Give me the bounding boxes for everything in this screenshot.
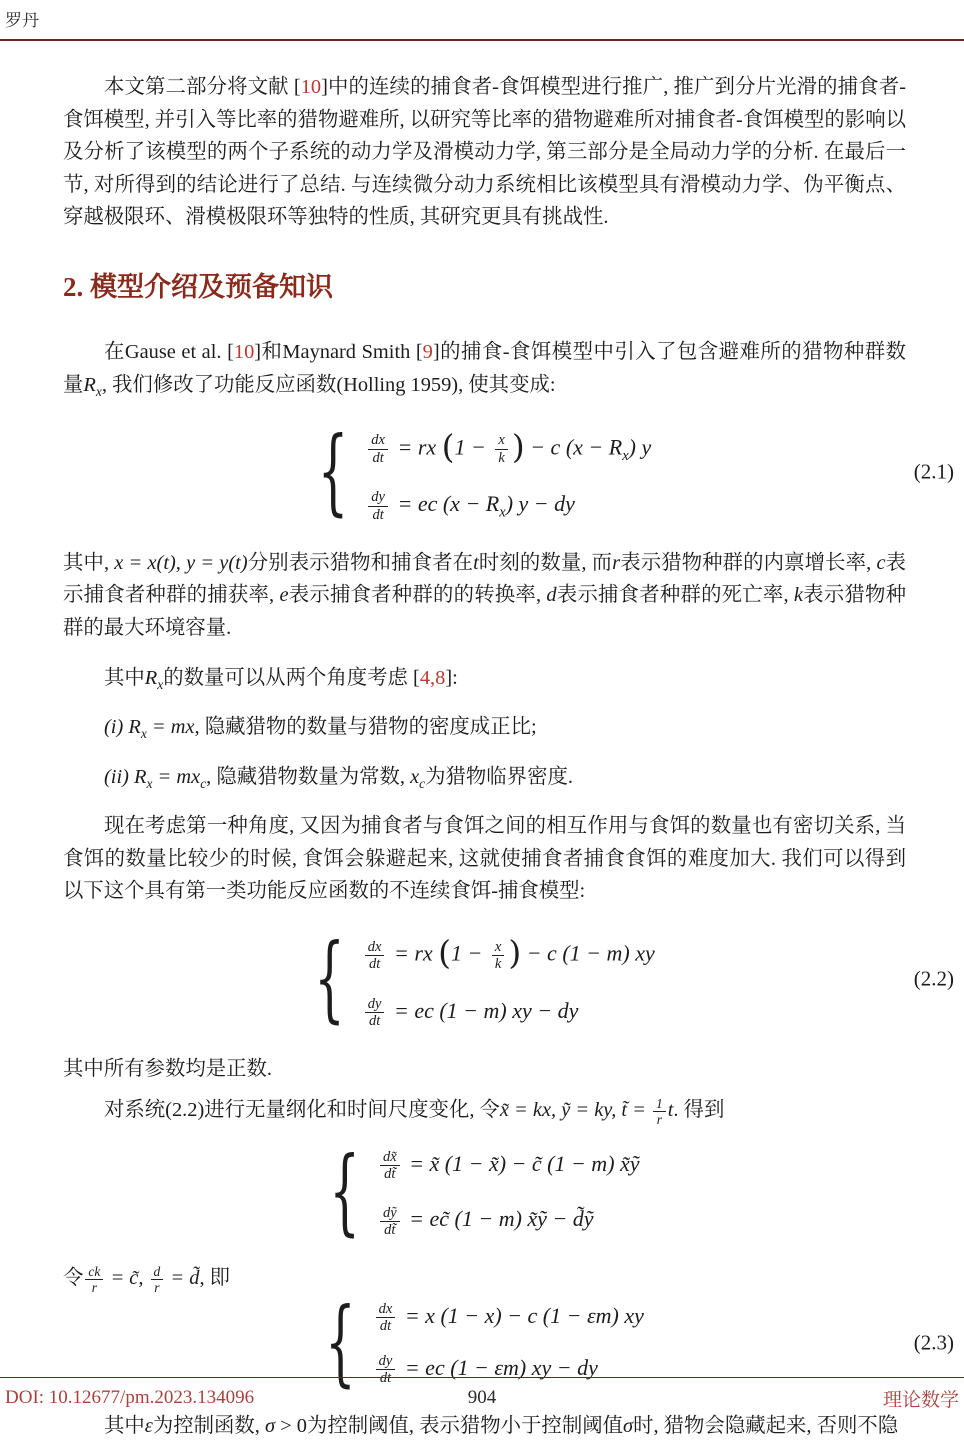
text-run: 的数量可以从两个角度考虑 [	[163, 666, 420, 689]
math-text: (i) R	[104, 716, 141, 739]
math-text: r	[612, 551, 621, 574]
footer	[0, 1384, 964, 1412]
equation-number: (2.2)	[913, 966, 954, 991]
text-run: 对系统(2.2)进行无量纲化和时间尺度变化, 令	[104, 1098, 500, 1121]
fraction: $\frac{x}{k}$	[492, 939, 504, 972]
math-text: = ec (1 − m) xy − dy	[388, 997, 579, 1023]
math-text: (ii) R	[104, 765, 147, 788]
fraction: $\frac{dx}{dt}$	[368, 432, 388, 465]
math-text: d	[546, 584, 557, 607]
subscript: x	[157, 676, 164, 692]
text-run: , 我们修改了功能反应函数(Holling 1959), 使其变成:	[101, 373, 556, 396]
equation-body	[329, 1137, 640, 1248]
doi-link[interactable]: DOI: 10.12677/pm.2023.134096	[5, 1387, 255, 1408]
subscript: x	[622, 447, 629, 464]
fraction: $\frac{dx}{dt}$	[365, 939, 385, 972]
paragraph-first-angle	[63, 810, 906, 908]
paragraph-rx-angles	[63, 662, 906, 695]
text-run: 其中,	[63, 551, 115, 574]
subscript: c	[419, 775, 426, 791]
equation-line	[361, 994, 655, 1030]
math-text: = x (1 − x) − c (1 − εm) xy	[399, 1303, 644, 1329]
list-item-ii	[63, 761, 906, 794]
left-brace: {	[325, 1288, 356, 1398]
paragraph-parameters	[63, 547, 906, 645]
subscript: c	[200, 775, 207, 791]
text-run: . 得到	[673, 1098, 725, 1121]
text-run: (	[441, 426, 455, 466]
equation-2-1	[63, 417, 954, 527]
citation-link[interactable]: 10	[300, 76, 322, 98]
math-text: e	[279, 584, 289, 607]
math-text: = rx	[388, 940, 439, 966]
text-run: )	[511, 426, 525, 466]
page-number: 904	[467, 1387, 497, 1408]
equation-number: (2.3)	[913, 1330, 954, 1355]
fraction: $\frac{1}{r}$	[653, 1096, 666, 1127]
text-run: 时刻的数量, 而	[478, 551, 613, 574]
text-run: 现在考虑第一种角度, 又因为捕食者与食饵之间的相互作用与食饵的数量也有密切关系, 当食饵的数量比较少的时候, 食饵会躲避起来, 这就使捕食者捕食食饵的难度加大. 我们可以得到以下这个具有第一类功能反应函数的不连续食饵-捕食模型:	[63, 815, 906, 903]
footer-divider	[0, 1377, 964, 1378]
math-text: t	[667, 1098, 674, 1121]
equation-number: (2.1)	[913, 459, 954, 484]
math-text: = rx	[391, 434, 442, 460]
text-run: ]和Maynard Smith [	[254, 341, 423, 364]
equation-lines	[364, 422, 651, 523]
citation-link[interactable]: 9	[422, 341, 433, 364]
math-text: = d̃	[165, 1267, 200, 1290]
list-item-i	[63, 711, 906, 744]
main-text-column	[0, 41, 964, 1443]
math-text: ) y − dy	[505, 491, 575, 517]
paragraph-intro	[63, 71, 906, 234]
fraction: $\frac{dx̃}{dt̃}$	[380, 1149, 400, 1182]
math-text: = ec (x − R	[391, 491, 500, 517]
math-text: = mx	[146, 716, 195, 739]
text-run: 表示捕食者种群的捕获率,	[63, 551, 906, 607]
math-text: t	[473, 551, 479, 574]
citation-link[interactable]: 4,8	[419, 666, 446, 689]
text-run: , 隐藏猎物数量为常数,	[206, 765, 411, 788]
paragraph-nondimensionalize	[63, 1094, 906, 1127]
text-run: 为猎物临界密度.	[425, 765, 573, 788]
fraction: $\frac{dx}{dt}$	[376, 1301, 396, 1334]
text-run: ]中的连续的捕食者-食饵模型进行推广, 推广到分片光滑的捕食者-食饵模型, 并引入等比率的猎物避难所, 以研究等比率的猎物避难所对捕食者-食饵模型的影响以及分析了该模型的两个子系统的动力学及滑模动力学, 第三部分是全局动力学的分析. 在最后一节, 对所得到的结论进行了总结. 与连续微分动力系统相比该模型具有滑模动力学、伪平衡点、穿越极限环、滑模极限环等独特的性质, 其研究更具有挑战性.	[63, 76, 906, 229]
fraction: $\frac{dy}{dt}$	[365, 996, 385, 1029]
equation-lines	[361, 928, 655, 1029]
math-text: x̃ = kx, ỹ = ky, t̃ =	[499, 1098, 652, 1121]
equation-lines	[372, 1299, 644, 1386]
text-run: 其中所有参数均是正数.	[63, 1058, 273, 1081]
equation-lines	[376, 1147, 640, 1238]
equation-nondimensional	[63, 1137, 906, 1248]
equation-line	[364, 487, 651, 523]
fraction: $\frac{x}{k}$	[495, 432, 507, 465]
left-brace: {	[314, 924, 345, 1034]
text-run: > 0为控制阈值, 表示猎物小于控制阈值	[275, 1415, 623, 1438]
running-header-author: 罗丹	[5, 11, 39, 30]
fraction: $\frac{\text{dỹ}}{dt̃}$	[380, 1205, 400, 1238]
math-text: R	[83, 373, 96, 396]
text-run: 表示猎物种群的最大环境容量.	[63, 584, 906, 639]
equation-line	[361, 928, 655, 978]
math-text: 1 −	[451, 940, 488, 966]
citation-link[interactable]: 10	[233, 341, 255, 364]
subscript: x	[499, 504, 506, 521]
paragraph-control-function	[63, 1410, 906, 1443]
fraction: $\frac{ck}{r}$	[85, 1264, 103, 1295]
left-brace: {	[329, 1137, 360, 1248]
journal-name: 理论数学	[882, 1389, 959, 1411]
text-run: 为控制函数,	[152, 1415, 265, 1438]
subscript: x	[140, 726, 147, 742]
math-text: x	[410, 765, 420, 788]
text-run: ]:	[445, 666, 458, 689]
text-run: 时, 猎物会隐藏起来, 否则不隐	[633, 1415, 899, 1438]
math-text: = mx	[152, 765, 201, 788]
subscript: x	[95, 384, 102, 400]
equation-line	[372, 1299, 644, 1335]
text-run: 其中	[104, 1415, 145, 1438]
math-text: c	[876, 551, 886, 574]
math-text: − c (x − R	[524, 434, 623, 460]
text-run: 表示捕食者种群的的转换率,	[288, 584, 547, 607]
section-heading: 2. 模型介绍及预备知识	[63, 271, 333, 302]
math-text: = x̃ (1 − x̃) − c̃ (1 − m) x̃ỹ	[403, 1150, 640, 1176]
math-text: = c̃,	[105, 1267, 149, 1290]
math-text: k	[793, 584, 803, 607]
math-text: ) y	[628, 434, 652, 460]
math-text: ε	[144, 1415, 153, 1438]
text-run: 分别表示猎物和捕食者在	[247, 551, 474, 574]
equation-2-2	[63, 924, 954, 1034]
text-run: 在Gause et al. [	[104, 341, 234, 364]
text-run: , 隐藏猎物的数量与猎物的密度成正比;	[194, 716, 537, 739]
math-text: − c (1 − m) xy	[521, 940, 655, 966]
fraction: $\frac{dy}{dt}$	[376, 1353, 396, 1386]
text-run: 其中	[104, 666, 145, 689]
equation-body	[317, 417, 652, 527]
left-brace: {	[317, 417, 349, 527]
text-run: , 即	[199, 1267, 231, 1290]
text-run: 表示猎物种群的内禀增长率,	[620, 551, 877, 574]
math-text: 1 −	[454, 434, 492, 460]
text-run: 令	[63, 1267, 84, 1290]
equation-line	[376, 1147, 640, 1183]
paragraph-substitution	[63, 1262, 906, 1295]
equation-body	[314, 924, 655, 1034]
fraction: $\frac{d}{r}$	[151, 1264, 164, 1295]
math-text: σ	[623, 1415, 634, 1438]
paragraph-positive-params	[63, 1053, 906, 1086]
text-run: 本文第二部分将文献 [	[104, 76, 301, 98]
subscript: x	[146, 775, 153, 791]
math-text: x = x(t), y = y(t)	[114, 551, 248, 574]
math-text: = ec (1 − εm) xy − dy	[399, 1354, 598, 1380]
equation-line	[372, 1351, 644, 1387]
text-run: )	[508, 933, 522, 973]
math-text: = ec̃ (1 − m) x̃ỹ − d̃ỹ	[403, 1206, 594, 1232]
math-text: R	[144, 666, 158, 689]
text-run: 表示捕食者种群的死亡率,	[556, 584, 794, 607]
fraction: $\frac{dy}{dt}$	[368, 489, 388, 522]
text-run: (	[438, 933, 452, 973]
text-run: ]的捕食-食饵模型中引入了包含避难所的猎物种群数量	[63, 341, 906, 396]
math-text: σ	[264, 1415, 276, 1438]
paragraph-model-origin	[63, 336, 906, 401]
equation-line	[376, 1202, 640, 1238]
equation-line	[364, 422, 651, 472]
